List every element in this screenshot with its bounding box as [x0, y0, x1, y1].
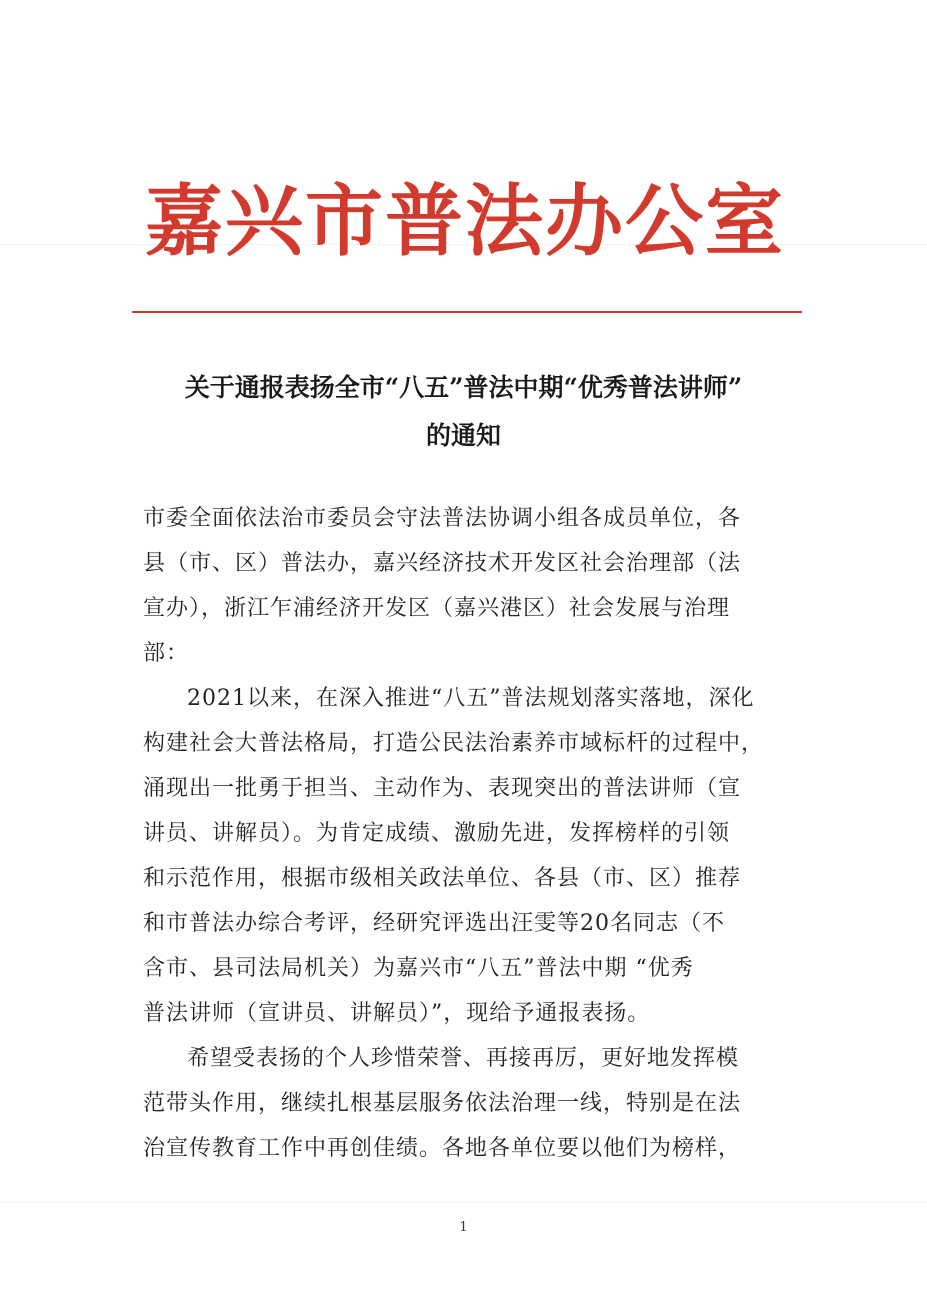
paragraph-line: 和示范作用，根据市级相关政法单位、各县（市、区）推荐: [143, 866, 742, 891]
paragraph-1: [143, 676, 793, 1036]
page-number: 1: [459, 1220, 468, 1235]
scan-artifact-line: [0, 1202, 927, 1203]
paragraph-line: 普法讲师（宣讲员、讲解员）”，现给予通报表扬。: [143, 1001, 651, 1026]
masthead-title: 嘉兴市普法办公室: [144, 176, 785, 267]
paragraph-line: 讲员、讲解员）。为肯定成绩、激励先进，发挥榜样的引领: [143, 821, 731, 846]
title-line-2: 的通知: [425, 421, 501, 450]
recipient-line: 宣办），浙江乍浦经济开发区（嘉兴港区）社会发展与治理: [143, 596, 731, 621]
recipient-block: [143, 496, 793, 676]
paragraph-line: 治宣传教育工作中再创佳绩。各地各单位要以他们为榜样，: [143, 1136, 742, 1161]
paragraph-line: 和市普法办综合考评，经研究评选出汪雯等20名同志（不: [143, 911, 725, 936]
paragraph-line: 2021以来，在深入推进“八五”普法规划落实落地，深化: [187, 686, 755, 711]
title-line-1: 关于通报表扬全市“八五”普法中期“优秀普法讲师”: [184, 373, 743, 402]
document-body: [143, 496, 793, 1171]
paragraph-line: 范带头作用，继续扎根基层服务依法治理一线，特别是在法: [143, 1091, 742, 1116]
paragraph-line: 涌现出一批勇于担当、主动作为、表现突出的普法讲师（宣: [143, 776, 742, 801]
recipient-line: 市委全面依法治市委员会守法普法协调小组各成员单位，各: [143, 506, 742, 531]
document-title: [100, 364, 827, 460]
red-divider-rule: [132, 311, 802, 313]
paragraph-line: 含市、县司法局机关）为嘉兴市“八五”普法中期 “优秀: [143, 956, 694, 981]
paragraph-line: 希望受表扬的个人珍惜荣誉、再接再厉，更好地发挥模: [187, 1046, 740, 1071]
recipient-line: 部：: [143, 641, 190, 666]
paragraph-2: [143, 1036, 793, 1171]
paragraph-line: 构建社会大普法格局，打造公民法治素养市域标杆的过程中，: [143, 731, 765, 756]
recipient-line: 县（市、区）普法办，嘉兴经济技术开发区社会治理部（法: [143, 551, 742, 576]
